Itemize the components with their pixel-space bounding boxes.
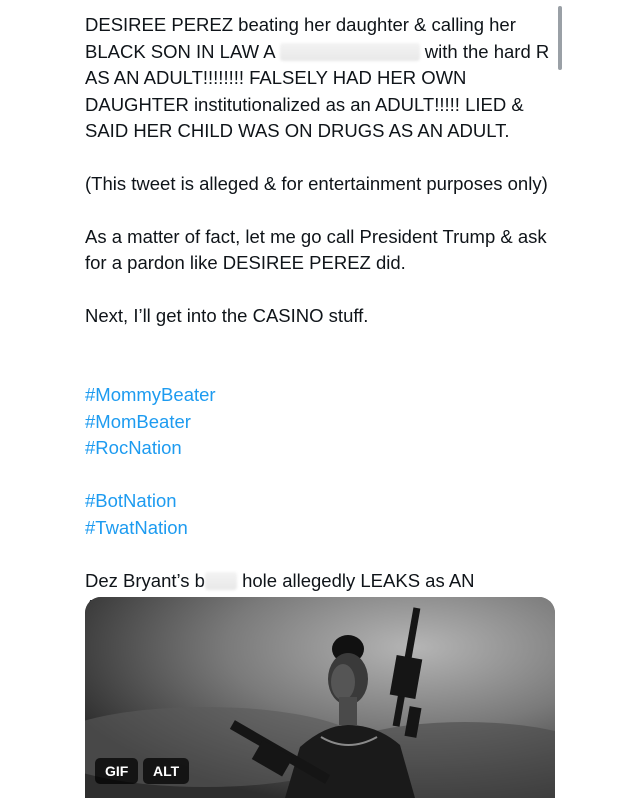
tweet-text-segment: DESIREE PEREZ beating her daughter & calling her BLACK SON IN LAW A: [85, 14, 516, 62]
hashtag-link[interactable]: #MomBeater: [85, 410, 191, 432]
tweet-paragraph-1: [85, 12, 555, 145]
tweet-text-segment: hole allegedly LEAKS as AN: [242, 569, 475, 591]
alt-text-button[interactable]: ALT: [143, 758, 189, 784]
tweet-text-segment: Dez Bryant’s b: [85, 569, 205, 591]
hashtag-link[interactable]: #TwatNation: [85, 516, 188, 538]
tweet-paragraph-2: (This tweet is alleged & for entertainment purposes only): [85, 172, 548, 194]
redacted-word: [205, 572, 237, 590]
tweet-paragraph-4: Next, I’ll get into the CASINO stuff.: [85, 304, 369, 326]
tweet-media-gif[interactable]: [85, 597, 555, 798]
scrollbar[interactable]: [558, 6, 562, 70]
hashtag-list: [85, 355, 555, 541]
gif-badge[interactable]: GIF: [95, 758, 138, 784]
tweet-text-segment: with the hard R AS AN ADULT!!!!!!!! FALSELY HAD HER OWN DAUGHTER institutionalized as an ADULT!!!!! LIED & SAID HER CHILD WAS ON DRUGS AS AN ADULT.: [85, 40, 550, 142]
hashtag-link[interactable]: #RocNation: [85, 437, 182, 459]
hashtag-link[interactable]: #MommyBeater: [85, 383, 216, 405]
hashtag-link[interactable]: #BotNation: [85, 490, 177, 512]
tweet-paragraph-3: As a matter of fact, let me go call President Trump & ask for a pardon like DESIREE PEREZ did.: [85, 225, 547, 274]
redacted-word: [280, 43, 420, 61]
